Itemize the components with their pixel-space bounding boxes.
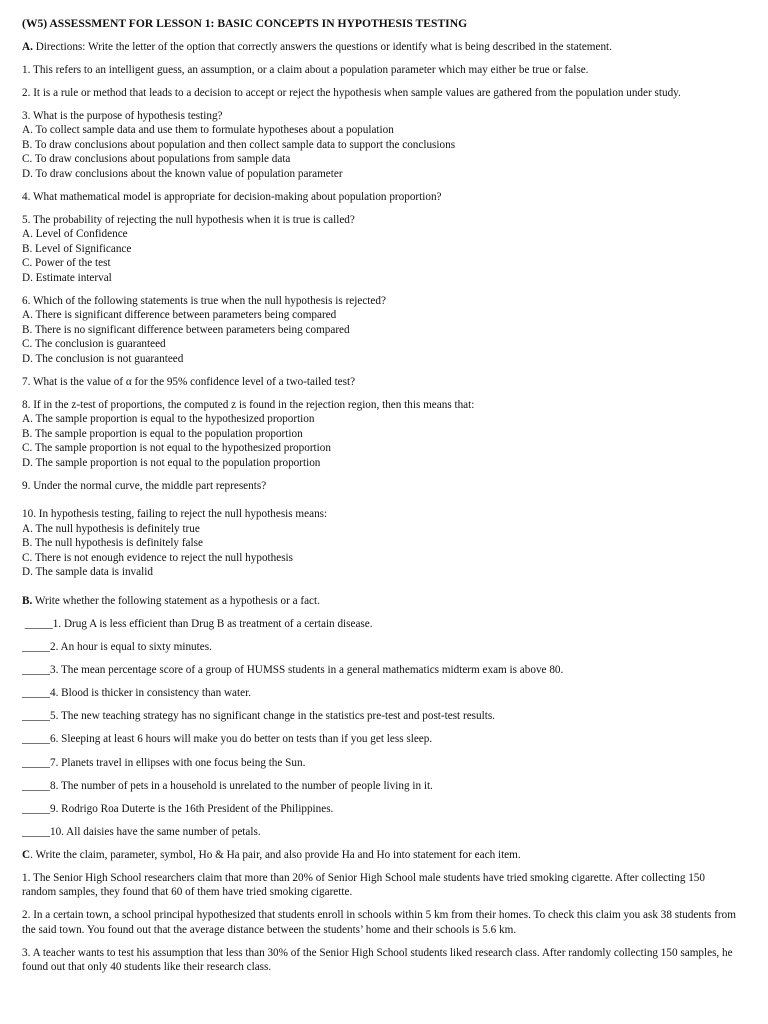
question-option: A. The null hypothesis is definitely true bbox=[22, 522, 200, 535]
question-item bbox=[22, 479, 738, 494]
fact-hypothesis-item: _____9. Rodrigo Roa Duterte is the 16th President of the Philippines. bbox=[22, 802, 334, 815]
question-text: 2. It is a rule or method that leads to a decision to accept or reject the hypothesis when sample values are gathered from the population under study. bbox=[22, 86, 681, 99]
question-option: C. There is not enough evidence to reject the null hypothesis bbox=[22, 551, 294, 564]
question-option: D. The conclusion is not guaranteed bbox=[22, 352, 184, 365]
question-option: B. Level of Significance bbox=[22, 242, 132, 255]
question-option: B. The null hypothesis is definitely false bbox=[22, 537, 203, 549]
fact-hypothesis-item: _____3. The mean percentage score of a group of HUMSS students in a general mathematics midterm exam is above 80. bbox=[22, 664, 564, 677]
part-b-directions-text: Write whether the following statement as a hypothesis or a fact. bbox=[32, 594, 320, 607]
part-b-letter: B. bbox=[22, 594, 33, 607]
part-b-directions bbox=[22, 594, 738, 609]
fact-hypothesis-item: _____8. The number of pets in a household is unrelated to the number of people living in it. bbox=[22, 779, 433, 792]
question-item bbox=[22, 109, 738, 182]
question-text: 1. This refers to an intelligent guess, an assumption, or a claim about a population parameter which may either be true or false. bbox=[22, 63, 589, 76]
part-c-items bbox=[22, 871, 738, 975]
question-option: C. Power of the test bbox=[22, 257, 111, 269]
part-a-directions-text: Directions: Write the letter of the option that correctly answers the questions or identify what is being described in the statement. bbox=[32, 40, 612, 53]
fact-hypothesis-item: _____10. All daisies have the same number of petals. bbox=[22, 825, 261, 838]
part-c-letter: C bbox=[22, 848, 31, 861]
question-option: D. Estimate interval bbox=[22, 271, 112, 284]
question-item bbox=[22, 213, 738, 286]
part-a-letter: A. bbox=[22, 40, 33, 53]
fact-hypothesis-item: _____6. Sleeping at least 6 hours will make you do better on tests than if you get less sleep. bbox=[22, 733, 433, 746]
part-b-items bbox=[22, 617, 738, 839]
question-option: B. To draw conclusions about population and then collect sample data to support the conclusions bbox=[22, 138, 456, 151]
question-text: 9. Under the normal curve, the middle part represents? bbox=[22, 479, 267, 492]
question-item bbox=[22, 375, 738, 390]
question-text: 3. What is the purpose of hypothesis testing? bbox=[22, 109, 223, 122]
problem-item: 3. A teacher wants to test his assumption that less than 30% of the Senior High School students liked research class. After randomly collecting 150 samples, he found out that only 40 students like their research class. bbox=[22, 946, 733, 974]
question-option: A. The sample proportion is equal to the hypothesized proportion bbox=[22, 413, 315, 425]
part-a-questions bbox=[22, 63, 738, 580]
question-option: A. To collect sample data and use them to formulate hypotheses about a population bbox=[22, 124, 394, 136]
question-option: C. The sample proportion is not equal to the hypothesized proportion bbox=[22, 442, 331, 454]
question-text: 7. What is the value of α for the 95% confidence level of a two-tailed test? bbox=[22, 375, 356, 388]
question-option: B. The sample proportion is equal to the population proportion bbox=[22, 427, 303, 440]
page-title: (W5) ASSESSMENT FOR LESSON 1: BASIC CONCEPTS IN HYPOTHESIS TESTING bbox=[22, 17, 468, 30]
problem-item: 2. In a certain town, a school principal hypothesized that students enroll in schools within 5 km from their homes. To check this claim you ask 38 students from the said town. You found out that the average distance between the students’ home and their schools is 5.6 km. bbox=[22, 909, 736, 936]
question-item bbox=[22, 190, 738, 205]
question-option: D. To draw conclusions about the known value of population parameter bbox=[22, 167, 343, 180]
question-text: 4. What mathematical model is appropriate for decision-making about population proportion? bbox=[22, 190, 442, 203]
question-option: A. Level of Confidence bbox=[22, 228, 128, 240]
question-item bbox=[22, 63, 738, 78]
question-option: C. To draw conclusions about populations from sample data bbox=[22, 153, 291, 165]
question-option: C. The conclusion is guaranteed bbox=[22, 338, 166, 350]
problem-item: 1. The Senior High School researchers claim that more than 20% of Senior High School male students have tried smoking cigarette. After collecting 150 random samples, they found that 60 of them have tried smoking cigarette. bbox=[22, 871, 705, 899]
part-a-directions bbox=[22, 40, 738, 55]
fact-hypothesis-item: _____4. Blood is thicker in consistency than water. bbox=[22, 687, 251, 700]
question-option: A. There is significant difference between parameters being compared bbox=[22, 309, 337, 321]
question-item bbox=[22, 507, 738, 580]
fact-hypothesis-item: _____7. Planets travel in ellipses with one focus being the Sun. bbox=[22, 756, 306, 769]
question-item bbox=[22, 294, 738, 367]
part-c-directions bbox=[22, 848, 738, 863]
question-item bbox=[22, 86, 738, 101]
question-text: 6. Which of the following statements is true when the null hypothesis is rejected? bbox=[22, 294, 386, 307]
question-text: 10. In hypothesis testing, failing to reject the null hypothesis means: bbox=[22, 508, 328, 520]
question-text: 5. The probability of rejecting the null hypothesis when it is true is called? bbox=[22, 213, 355, 226]
question-item bbox=[22, 398, 738, 471]
worksheet-page bbox=[22, 17, 738, 983]
fact-hypothesis-item: _____1. Drug A is less efficient than Drug B as treatment of a certain disease. bbox=[22, 618, 373, 630]
question-option: D. The sample proportion is not equal to the population proportion bbox=[22, 456, 321, 469]
question-option: B. There is no significant difference between parameters being compared bbox=[22, 323, 350, 336]
question-option: D. The sample data is invalid bbox=[22, 566, 153, 578]
part-c-directions-text: . Write the claim, parameter, symbol, Ho & Ha pair, and also provide Ha and Ho into statement for each item. bbox=[30, 848, 521, 861]
fact-hypothesis-item: _____2. An hour is equal to sixty minutes. bbox=[22, 641, 212, 654]
fact-hypothesis-item: _____5. The new teaching strategy has no significant change in the statistics pre-test and post-test results. bbox=[22, 710, 495, 723]
question-text: 8. If in the z-test of proportions, the computed z is found in the rejection region, then this means that: bbox=[22, 398, 475, 411]
